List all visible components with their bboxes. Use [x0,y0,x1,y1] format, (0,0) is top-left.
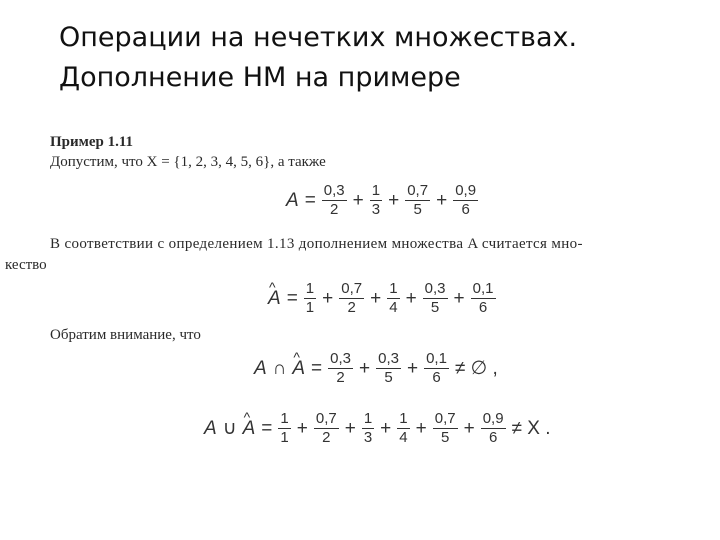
fraction-num: 0,9 [455,182,477,199]
fraction [424,350,449,387]
slide-title-line-2: Дополнение НМ на примере [59,62,461,93]
fraction-den: 2 [336,369,345,386]
fraction-num: 1 [371,182,381,199]
plus-sign: + [406,357,419,379]
definition-paragraph-line-1: В соответствии с определением 1.13 дополнением множества A считается мно- [50,236,583,252]
fraction-den: 3 [371,201,381,218]
formula-union-lhs-a: A [204,417,217,439]
fraction-den: 2 [330,201,339,218]
fraction-den: 6 [488,429,498,446]
fraction-num: 0,7 [434,410,456,427]
formula-union-eq: = [261,417,273,439]
plus-sign: + [352,189,364,211]
fraction-den: 1 [305,299,315,316]
fraction [405,182,430,219]
fraction-num: 0,7 [315,410,337,427]
fraction-den: 5 [440,429,450,446]
fraction [387,280,399,317]
plus-sign: + [436,189,448,211]
fraction-den: 4 [399,429,408,446]
fraction-num: 0,3 [378,350,399,367]
fraction-den: 3 [363,429,373,446]
formula-union-lhs-b: ^ A [241,418,258,440]
fraction-num: 1 [399,410,408,427]
formula-complement [266,280,498,317]
fraction-num: 0,3 [323,182,345,199]
fraction [322,182,347,219]
formula-union [202,410,555,447]
fraction-den: 6 [461,201,470,218]
fraction-num: 0,3 [330,350,351,367]
formula-union-tail: ≠ X . [511,417,551,439]
example-heading: Пример 1.11 [50,134,134,150]
fraction-num: 1 [389,280,398,297]
union-operator: ∪ [222,418,237,439]
fraction-num: 1 [280,410,289,427]
fraction-num: 0,3 [424,280,446,297]
plus-sign: + [322,287,334,309]
formula-complement-lhs: ^ A [266,288,283,310]
fraction [339,280,364,317]
plus-sign: + [380,417,392,439]
note-text: Обратим внимание, что [50,327,201,343]
fraction [433,410,458,447]
formula-intersection-eq: = [311,357,323,379]
fraction [423,280,448,317]
fraction [453,182,478,219]
fraction [314,410,339,447]
fraction-den: 4 [389,299,398,316]
fraction-num: 1 [305,280,315,297]
plus-sign: + [296,417,308,439]
plus-sign: + [370,287,382,309]
fraction [362,410,374,447]
fraction-num: 0,1 [472,280,494,297]
fraction [304,280,316,317]
formula-intersection-lhs-b: ^ A [290,358,307,380]
example-intro: Допустим, что X = {1, 2, 3, 4, 5, 6}, а также [50,154,326,170]
fraction [471,280,496,317]
plus-sign: + [388,189,400,211]
plus-sign: + [344,417,356,439]
plus-sign: + [463,417,475,439]
formula-intersection-lhs-a: A [254,357,267,379]
formula-intersection [252,350,502,387]
fraction-den: 1 [280,429,289,446]
definition-paragraph-line-2: кество [5,257,47,273]
fraction-num: 0,1 [426,350,447,367]
fraction [370,182,382,219]
fraction [376,350,401,387]
formula-intersection-tail: ≠ ∅ , [454,358,498,379]
fraction-num: 0,7 [341,280,363,297]
fraction-den: 2 [347,299,356,316]
plus-sign: + [359,357,371,379]
formula-a [284,182,480,219]
formula-a-lhs: A [286,189,299,211]
fraction [278,410,290,447]
slide-title-line-1: Операции на нечетких множествах. [59,22,578,53]
fraction [397,410,409,447]
fraction-den: 5 [430,299,440,316]
plus-sign: + [453,287,465,309]
plus-sign: + [415,417,427,439]
fraction-num: 1 [363,410,373,427]
fraction-den: 5 [413,201,422,218]
intersection-operator: ∩ [272,357,287,379]
fraction-den: 5 [384,369,393,386]
formula-complement-eq: = [286,287,298,309]
fraction-den: 6 [478,299,488,316]
fraction-den: 6 [432,369,441,386]
fraction-num: 0,7 [407,182,429,199]
fraction [481,410,506,447]
fraction-den: 2 [322,429,331,446]
formula-a-eq: = [304,189,316,211]
fraction [328,350,353,387]
plus-sign: + [405,287,417,309]
fraction-num: 0,9 [482,410,504,427]
